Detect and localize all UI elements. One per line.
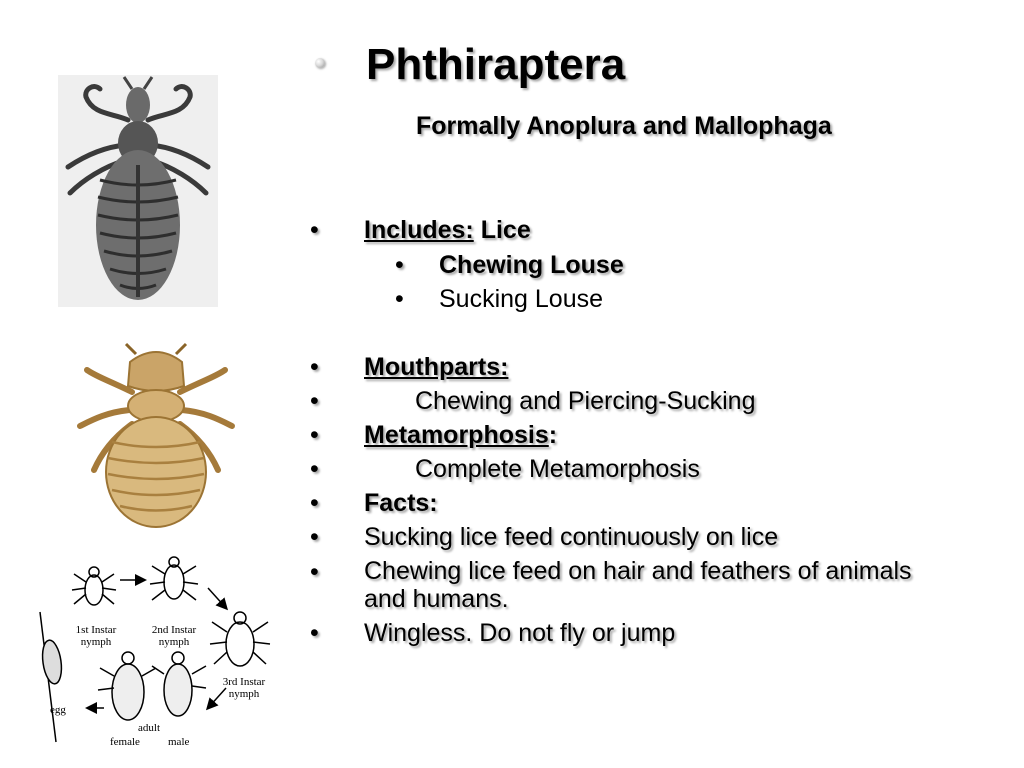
includes-value: Lice — [480, 216, 531, 244]
metamorphosis-value: Complete Metamorphosis — [415, 455, 700, 483]
fact-2-line-1: Chewing lice feed on hair and feathers of animals — [364, 557, 912, 585]
mouthparts-label: Mouthparts: — [364, 353, 509, 381]
label-instar-1 — [68, 624, 124, 648]
bullet-dot: • — [310, 558, 319, 586]
includes-label: Includes: — [364, 216, 474, 244]
bullet-dot: • — [310, 353, 319, 381]
label-nymph-3: nymph — [228, 688, 260, 700]
title-bullet-icon — [315, 58, 325, 68]
label-adult: adult — [138, 722, 160, 734]
fact-3-text: Wingless. Do not fly or jump — [364, 619, 676, 647]
facts-label: Facts: — [364, 489, 438, 517]
bullet-dot: • — [310, 489, 319, 517]
bullet-dot: • — [395, 251, 404, 279]
label-instar-3-text: 3rd Instar — [222, 676, 266, 688]
label-nymph-1: nymph — [80, 636, 112, 648]
label-instar-1-text: 1st Instar — [75, 624, 117, 636]
chewing-louse-text: Chewing Louse — [439, 251, 624, 279]
label-instar-3 — [214, 676, 274, 700]
label-male: male — [168, 736, 190, 748]
fact-2-line-2: and humans. — [364, 585, 509, 613]
label-instar-2-text: 2nd Instar — [151, 624, 197, 636]
sucking-louse-image — [58, 75, 218, 307]
metamorphosis-colon: : — [548, 421, 558, 449]
bullet-dot: • — [310, 523, 319, 551]
life-cycle-diagram — [28, 552, 280, 752]
bullet-dot: • — [310, 421, 319, 449]
metamorphosis-label: Metamorphosis — [364, 421, 549, 449]
bullet-dot: • — [395, 285, 404, 313]
bullet-dot: • — [310, 455, 319, 483]
sucking-louse-text: Sucking Louse — [439, 285, 604, 313]
slide-subtitle: Formally Anoplura and Mallophaga — [416, 112, 832, 140]
slide-title: Phthiraptera — [366, 40, 626, 89]
bullet-dot: • — [310, 387, 319, 415]
chewing-louse-image — [72, 342, 240, 532]
label-female: female — [110, 736, 140, 748]
fact-1-text: Sucking lice feed continuously on lice — [364, 523, 779, 551]
label-nymph-2: nymph — [158, 636, 190, 648]
bullet-dot: • — [310, 619, 319, 647]
bullet-dot: • — [310, 216, 319, 244]
label-egg: egg — [50, 704, 66, 716]
label-instar-2 — [144, 624, 204, 648]
mouthparts-value: Chewing and Piercing-Sucking — [415, 387, 756, 415]
